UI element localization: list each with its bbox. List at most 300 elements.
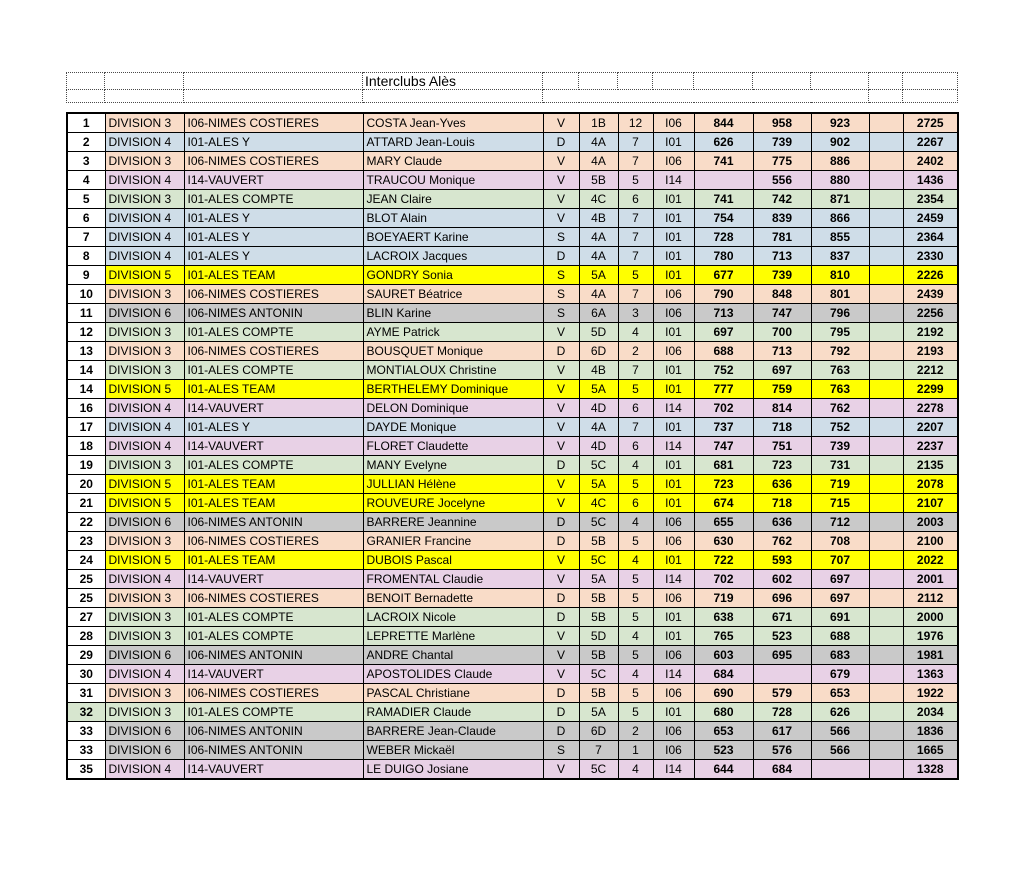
cell-club-code[interactable]: I06 — [653, 513, 694, 532]
cell-rank[interactable]: 10 — [67, 285, 105, 304]
cell-total[interactable]: 1976 — [903, 627, 958, 646]
cell-count[interactable]: 7 — [618, 418, 653, 437]
cell-letter[interactable]: V — [543, 399, 579, 418]
cell-count[interactable]: 7 — [618, 133, 653, 152]
cell-gap[interactable] — [869, 456, 903, 475]
cell-score-3[interactable]: 679 — [811, 665, 869, 684]
cell-name[interactable]: DAYDE Monique — [363, 418, 543, 437]
cell-score-1[interactable]: 702 — [694, 570, 753, 589]
cell-count[interactable]: 4 — [618, 551, 653, 570]
cell-rank[interactable]: 32 — [67, 703, 105, 722]
cell-category[interactable]: 5C — [579, 551, 618, 570]
cell-division[interactable]: DIVISION 4 — [105, 133, 184, 152]
cell-total[interactable]: 2439 — [903, 285, 958, 304]
cell-gap[interactable] — [869, 418, 903, 437]
cell-score-2[interactable]: 593 — [753, 551, 811, 570]
cell-count[interactable]: 4 — [618, 665, 653, 684]
cell-division[interactable]: DIVISION 3 — [105, 342, 184, 361]
cell-category[interactable]: 4C — [579, 494, 618, 513]
cell-club-code[interactable]: I01 — [653, 494, 694, 513]
cell-total[interactable]: 2107 — [903, 494, 958, 513]
cell-rank[interactable]: 25 — [67, 589, 105, 608]
cell-club-code[interactable]: I01 — [653, 418, 694, 437]
cell-rank[interactable]: 11 — [67, 304, 105, 323]
cell-score-1[interactable]: 697 — [694, 323, 753, 342]
cell-score-1[interactable]: 680 — [694, 703, 753, 722]
cell-rank[interactable]: 27 — [67, 608, 105, 627]
cell-score-1[interactable]: 702 — [694, 399, 753, 418]
cell-letter[interactable]: V — [543, 494, 579, 513]
cell-rank[interactable]: 13 — [67, 342, 105, 361]
cell-club-code[interactable]: I01 — [653, 361, 694, 380]
cell-gap[interactable] — [869, 228, 903, 247]
empty-cell[interactable] — [105, 90, 184, 103]
cell-division[interactable]: DIVISION 4 — [105, 570, 184, 589]
cell-total[interactable]: 2001 — [903, 570, 958, 589]
empty-cell[interactable] — [105, 73, 184, 90]
cell-club[interactable]: I14-VAUVERT — [184, 437, 363, 456]
cell-rank[interactable]: 17 — [67, 418, 105, 437]
cell-division[interactable]: DIVISION 3 — [105, 532, 184, 551]
cell-letter[interactable]: D — [543, 133, 579, 152]
cell-rank[interactable]: 28 — [67, 627, 105, 646]
cell-name[interactable]: SAURET Béatrice — [363, 285, 543, 304]
cell-category[interactable]: 5A — [579, 475, 618, 494]
cell-score-3[interactable]: 697 — [811, 570, 869, 589]
cell-category[interactable]: 5D — [579, 627, 618, 646]
cell-category[interactable]: 5A — [579, 266, 618, 285]
cell-gap[interactable] — [869, 380, 903, 399]
cell-score-1[interactable]: 741 — [694, 152, 753, 171]
cell-letter[interactable]: V — [543, 152, 579, 171]
cell-club[interactable]: I06-NIMES COSTIERES — [184, 285, 363, 304]
cell-gap[interactable] — [869, 399, 903, 418]
cell-rank[interactable]: 18 — [67, 437, 105, 456]
cell-gap[interactable] — [869, 323, 903, 342]
cell-rank[interactable]: 25 — [67, 570, 105, 589]
cell-total[interactable]: 2003 — [903, 513, 958, 532]
cell-gap[interactable] — [869, 342, 903, 361]
cell-name[interactable]: RAMADIER Claude — [363, 703, 543, 722]
cell-score-1[interactable]: 603 — [694, 646, 753, 665]
cell-name[interactable]: GRANIER Francine — [363, 532, 543, 551]
cell-club[interactable]: I01-ALES TEAM — [184, 494, 363, 513]
cell-total[interactable]: 2226 — [903, 266, 958, 285]
cell-division[interactable]: DIVISION 5 — [105, 380, 184, 399]
cell-club[interactable]: I01-ALES TEAM — [184, 266, 363, 285]
cell-score-2[interactable]: 556 — [753, 171, 811, 190]
cell-gap[interactable] — [869, 760, 903, 780]
cell-club-code[interactable]: I01 — [653, 608, 694, 627]
cell-gap[interactable] — [869, 665, 903, 684]
cell-club[interactable]: I01-ALES COMPTE — [184, 627, 363, 646]
cell-name[interactable]: BLOT Alain — [363, 209, 543, 228]
cell-letter[interactable]: V — [543, 113, 579, 133]
cell-score-3[interactable] — [811, 760, 869, 780]
cell-score-1[interactable]: 713 — [694, 304, 753, 323]
cell-gap[interactable] — [869, 266, 903, 285]
cell-count[interactable]: 5 — [618, 608, 653, 627]
cell-total[interactable]: 2267 — [903, 133, 958, 152]
cell-count[interactable]: 5 — [618, 646, 653, 665]
cell-total[interactable]: 2402 — [903, 152, 958, 171]
cell-letter[interactable]: V — [543, 570, 579, 589]
cell-club-code[interactable]: I14 — [653, 399, 694, 418]
cell-club-code[interactable]: I01 — [653, 475, 694, 494]
sheet-title-cell[interactable]: Interclubs Alès — [363, 73, 543, 90]
cell-score-1[interactable]: 674 — [694, 494, 753, 513]
cell-rank[interactable]: 7 — [67, 228, 105, 247]
cell-count[interactable]: 7 — [618, 228, 653, 247]
cell-club-code[interactable]: I01 — [653, 627, 694, 646]
cell-score-3[interactable]: 566 — [811, 741, 869, 760]
cell-score-2[interactable]: 718 — [753, 418, 811, 437]
cell-club-code[interactable]: I06 — [653, 741, 694, 760]
cell-total[interactable]: 2330 — [903, 247, 958, 266]
cell-division[interactable]: DIVISION 4 — [105, 437, 184, 456]
cell-gap[interactable] — [869, 589, 903, 608]
cell-score-2[interactable]: 739 — [753, 133, 811, 152]
cell-count[interactable]: 5 — [618, 532, 653, 551]
cell-club-code[interactable]: I01 — [653, 266, 694, 285]
cell-total[interactable]: 2112 — [903, 589, 958, 608]
cell-name[interactable]: FLORET Claudette — [363, 437, 543, 456]
cell-club-code[interactable]: I01 — [653, 380, 694, 399]
cell-score-2[interactable]: 602 — [753, 570, 811, 589]
cell-letter[interactable]: S — [543, 228, 579, 247]
cell-count[interactable]: 4 — [618, 627, 653, 646]
cell-letter[interactable]: D — [543, 247, 579, 266]
cell-score-3[interactable]: 719 — [811, 475, 869, 494]
cell-category[interactable]: 4A — [579, 133, 618, 152]
cell-letter[interactable]: V — [543, 171, 579, 190]
cell-total[interactable]: 2725 — [903, 113, 958, 133]
cell-division[interactable]: DIVISION 4 — [105, 665, 184, 684]
cell-score-2[interactable]: 636 — [753, 475, 811, 494]
cell-club-code[interactable]: I01 — [653, 703, 694, 722]
cell-club[interactable]: I01-ALES COMPTE — [184, 361, 363, 380]
cell-score-3[interactable]: 902 — [811, 133, 869, 152]
empty-cell[interactable] — [694, 73, 753, 90]
cell-division[interactable]: DIVISION 3 — [105, 152, 184, 171]
cell-gap[interactable] — [869, 722, 903, 741]
cell-club[interactable]: I01-ALES COMPTE — [184, 703, 363, 722]
cell-count[interactable]: 3 — [618, 304, 653, 323]
empty-cell[interactable] — [67, 73, 105, 90]
empty-cell[interactable] — [869, 90, 903, 103]
cell-count[interactable]: 1 — [618, 741, 653, 760]
cell-count[interactable]: 5 — [618, 570, 653, 589]
cell-name[interactable]: FROMENTAL Claudie — [363, 570, 543, 589]
cell-total[interactable]: 1328 — [903, 760, 958, 780]
cell-count[interactable]: 5 — [618, 703, 653, 722]
cell-club-code[interactable]: I14 — [653, 171, 694, 190]
cell-score-1[interactable]: 655 — [694, 513, 753, 532]
cell-club-code[interactable]: I06 — [653, 532, 694, 551]
cell-score-2[interactable]: 671 — [753, 608, 811, 627]
cell-letter[interactable]: D — [543, 513, 579, 532]
cell-letter[interactable]: V — [543, 380, 579, 399]
cell-letter[interactable]: V — [543, 665, 579, 684]
cell-total[interactable]: 2207 — [903, 418, 958, 437]
cell-category[interactable]: 4A — [579, 418, 618, 437]
cell-score-1[interactable]: 723 — [694, 475, 753, 494]
cell-name[interactable]: BOUSQUET Monique — [363, 342, 543, 361]
cell-name[interactable]: BERTHELEMY Dominique — [363, 380, 543, 399]
cell-name[interactable]: BARRERE Jeannine — [363, 513, 543, 532]
cell-count[interactable]: 7 — [618, 247, 653, 266]
cell-category[interactable]: 6D — [579, 722, 618, 741]
cell-name[interactable]: LACROIX Jacques — [363, 247, 543, 266]
cell-score-1[interactable]: 777 — [694, 380, 753, 399]
cell-score-1[interactable]: 741 — [694, 190, 753, 209]
cell-rank[interactable]: 30 — [67, 665, 105, 684]
empty-cell[interactable] — [618, 73, 653, 90]
cell-name[interactable]: JEAN Claire — [363, 190, 543, 209]
cell-category[interactable]: 5A — [579, 380, 618, 399]
cell-category[interactable]: 5A — [579, 703, 618, 722]
cell-gap[interactable] — [869, 741, 903, 760]
cell-score-3[interactable]: 626 — [811, 703, 869, 722]
cell-club[interactable]: I01-ALES COMPTE — [184, 608, 363, 627]
cell-club[interactable]: I14-VAUVERT — [184, 171, 363, 190]
cell-count[interactable]: 6 — [618, 494, 653, 513]
cell-club[interactable]: I06-NIMES ANTONIN — [184, 304, 363, 323]
cell-rank[interactable]: 4 — [67, 171, 105, 190]
cell-club-code[interactable]: I06 — [653, 342, 694, 361]
cell-total[interactable]: 1363 — [903, 665, 958, 684]
cell-name[interactable]: DUBOIS Pascal — [363, 551, 543, 570]
cell-score-3[interactable]: 697 — [811, 589, 869, 608]
cell-score-1[interactable] — [694, 171, 753, 190]
cell-rank[interactable]: 9 — [67, 266, 105, 285]
cell-club-code[interactable]: I06 — [653, 684, 694, 703]
cell-gap[interactable] — [869, 247, 903, 266]
cell-total[interactable]: 2000 — [903, 608, 958, 627]
cell-letter[interactable]: V — [543, 437, 579, 456]
cell-name[interactable]: MONTIALOUX Christine — [363, 361, 543, 380]
cell-rank[interactable]: 3 — [67, 152, 105, 171]
cell-count[interactable]: 6 — [618, 399, 653, 418]
cell-score-1[interactable]: 790 — [694, 285, 753, 304]
cell-score-1[interactable]: 754 — [694, 209, 753, 228]
cell-letter[interactable]: D — [543, 608, 579, 627]
empty-cell[interactable] — [903, 90, 958, 103]
cell-score-1[interactable]: 728 — [694, 228, 753, 247]
cell-gap[interactable] — [869, 684, 903, 703]
cell-score-2[interactable]: 747 — [753, 304, 811, 323]
cell-division[interactable]: DIVISION 5 — [105, 266, 184, 285]
cell-count[interactable]: 7 — [618, 285, 653, 304]
cell-club[interactable]: I06-NIMES COSTIERES — [184, 113, 363, 133]
cell-gap[interactable] — [869, 152, 903, 171]
cell-total[interactable]: 2278 — [903, 399, 958, 418]
cell-division[interactable]: DIVISION 6 — [105, 646, 184, 665]
cell-total[interactable]: 2459 — [903, 209, 958, 228]
cell-total[interactable]: 1436 — [903, 171, 958, 190]
cell-score-2[interactable]: 697 — [753, 361, 811, 380]
cell-score-1[interactable]: 719 — [694, 589, 753, 608]
cell-gap[interactable] — [869, 494, 903, 513]
cell-club[interactable]: I14-VAUVERT — [184, 665, 363, 684]
cell-name[interactable]: MARY Claude — [363, 152, 543, 171]
cell-rank[interactable]: 8 — [67, 247, 105, 266]
cell-score-2[interactable]: 742 — [753, 190, 811, 209]
empty-cell[interactable] — [811, 73, 869, 90]
cell-club-code[interactable]: I14 — [653, 665, 694, 684]
cell-division[interactable]: DIVISION 4 — [105, 209, 184, 228]
cell-letter[interactable]: V — [543, 475, 579, 494]
cell-score-3[interactable]: 763 — [811, 361, 869, 380]
cell-score-2[interactable]: 576 — [753, 741, 811, 760]
cell-rank[interactable]: 21 — [67, 494, 105, 513]
cell-gap[interactable] — [869, 475, 903, 494]
cell-count[interactable]: 4 — [618, 456, 653, 475]
cell-category[interactable]: 5B — [579, 532, 618, 551]
cell-category[interactable]: 4D — [579, 437, 618, 456]
empty-cell[interactable] — [184, 90, 363, 103]
cell-category[interactable]: 5A — [579, 570, 618, 589]
cell-name[interactable]: ATTARD Jean-Louis — [363, 133, 543, 152]
cell-total[interactable]: 2256 — [903, 304, 958, 323]
cell-club[interactable]: I01-ALES TEAM — [184, 475, 363, 494]
cell-name[interactable]: MANY Evelyne — [363, 456, 543, 475]
cell-score-3[interactable]: 855 — [811, 228, 869, 247]
cell-score-2[interactable]: 636 — [753, 513, 811, 532]
cell-count[interactable]: 5 — [618, 380, 653, 399]
cell-count[interactable]: 12 — [618, 113, 653, 133]
cell-rank[interactable]: 19 — [67, 456, 105, 475]
cell-rank[interactable]: 14 — [67, 361, 105, 380]
cell-letter[interactable]: S — [543, 304, 579, 323]
cell-rank[interactable]: 23 — [67, 532, 105, 551]
cell-rank[interactable]: 33 — [67, 741, 105, 760]
cell-club-code[interactable]: I06 — [653, 646, 694, 665]
cell-division[interactable]: DIVISION 4 — [105, 760, 184, 780]
cell-score-2[interactable]: 523 — [753, 627, 811, 646]
cell-club[interactable]: I01-ALES TEAM — [184, 380, 363, 399]
cell-club[interactable]: I01-ALES Y — [184, 133, 363, 152]
cell-total[interactable]: 2354 — [903, 190, 958, 209]
cell-division[interactable]: DIVISION 3 — [105, 456, 184, 475]
empty-cell[interactable] — [753, 73, 811, 90]
cell-division[interactable]: DIVISION 6 — [105, 722, 184, 741]
cell-rank[interactable]: 22 — [67, 513, 105, 532]
cell-gap[interactable] — [869, 190, 903, 209]
cell-division[interactable]: DIVISION 3 — [105, 285, 184, 304]
cell-count[interactable]: 7 — [618, 361, 653, 380]
cell-letter[interactable]: D — [543, 589, 579, 608]
cell-gap[interactable] — [869, 171, 903, 190]
cell-category[interactable]: 5C — [579, 665, 618, 684]
cell-category[interactable]: 5B — [579, 684, 618, 703]
cell-total[interactable]: 2034 — [903, 703, 958, 722]
cell-count[interactable]: 5 — [618, 684, 653, 703]
cell-rank[interactable]: 14 — [67, 380, 105, 399]
cell-count[interactable]: 5 — [618, 475, 653, 494]
cell-club[interactable]: I01-ALES TEAM — [184, 551, 363, 570]
cell-count[interactable]: 4 — [618, 513, 653, 532]
cell-gap[interactable] — [869, 361, 903, 380]
cell-gap[interactable] — [869, 437, 903, 456]
cell-score-2[interactable]: 839 — [753, 209, 811, 228]
cell-rank[interactable]: 6 — [67, 209, 105, 228]
empty-cell[interactable] — [543, 73, 579, 90]
cell-total[interactable]: 1981 — [903, 646, 958, 665]
cell-score-3[interactable]: 653 — [811, 684, 869, 703]
cell-letter[interactable]: D — [543, 456, 579, 475]
cell-club[interactable]: I01-ALES Y — [184, 247, 363, 266]
cell-category[interactable]: 6D — [579, 342, 618, 361]
cell-category[interactable]: 4B — [579, 361, 618, 380]
cell-score-2[interactable]: 781 — [753, 228, 811, 247]
cell-category[interactable]: 5B — [579, 171, 618, 190]
cell-score-2[interactable]: 695 — [753, 646, 811, 665]
cell-rank[interactable]: 16 — [67, 399, 105, 418]
cell-name[interactable]: PASCAL Christiane — [363, 684, 543, 703]
cell-total[interactable]: 1836 — [903, 722, 958, 741]
cell-name[interactable]: COSTA Jean-Yves — [363, 113, 543, 133]
cell-division[interactable]: DIVISION 4 — [105, 399, 184, 418]
cell-club[interactable]: I06-NIMES COSTIERES — [184, 589, 363, 608]
cell-total[interactable]: 2193 — [903, 342, 958, 361]
cell-score-1[interactable]: 688 — [694, 342, 753, 361]
cell-score-2[interactable]: 579 — [753, 684, 811, 703]
cell-score-3[interactable]: 683 — [811, 646, 869, 665]
cell-division[interactable]: DIVISION 6 — [105, 741, 184, 760]
cell-score-1[interactable]: 653 — [694, 722, 753, 741]
cell-club-code[interactable]: I14 — [653, 760, 694, 780]
cell-club-code[interactable]: I01 — [653, 228, 694, 247]
cell-club-code[interactable]: I06 — [653, 152, 694, 171]
cell-score-2[interactable]: 958 — [753, 113, 811, 133]
cell-total[interactable]: 2135 — [903, 456, 958, 475]
cell-rank[interactable]: 24 — [67, 551, 105, 570]
cell-gap[interactable] — [869, 113, 903, 133]
cell-division[interactable]: DIVISION 3 — [105, 684, 184, 703]
cell-score-3[interactable]: 707 — [811, 551, 869, 570]
cell-letter[interactable]: V — [543, 323, 579, 342]
cell-score-2[interactable]: 728 — [753, 703, 811, 722]
cell-division[interactable]: DIVISION 3 — [105, 323, 184, 342]
cell-club[interactable]: I06-NIMES COSTIERES — [184, 152, 363, 171]
cell-club-code[interactable]: I01 — [653, 209, 694, 228]
cell-score-1[interactable]: 684 — [694, 665, 753, 684]
cell-total[interactable]: 2192 — [903, 323, 958, 342]
cell-count[interactable]: 4 — [618, 323, 653, 342]
cell-score-3[interactable]: 866 — [811, 209, 869, 228]
cell-score-3[interactable]: 871 — [811, 190, 869, 209]
cell-club[interactable]: I01-ALES COMPTE — [184, 190, 363, 209]
cell-club-code[interactable]: I06 — [653, 285, 694, 304]
cell-division[interactable]: DIVISION 6 — [105, 513, 184, 532]
cell-category[interactable]: 5B — [579, 646, 618, 665]
cell-score-3[interactable]: 715 — [811, 494, 869, 513]
cell-name[interactable]: BLIN Karine — [363, 304, 543, 323]
cell-score-1[interactable]: 780 — [694, 247, 753, 266]
cell-rank[interactable]: 29 — [67, 646, 105, 665]
cell-rank[interactable]: 31 — [67, 684, 105, 703]
cell-score-2[interactable]: 751 — [753, 437, 811, 456]
cell-letter[interactable]: S — [543, 285, 579, 304]
cell-name[interactable]: WEBER Mickaël — [363, 741, 543, 760]
cell-letter[interactable]: V — [543, 190, 579, 209]
cell-name[interactable]: LEPRETTE Marlène — [363, 627, 543, 646]
cell-division[interactable]: DIVISION 3 — [105, 627, 184, 646]
cell-letter[interactable]: V — [543, 646, 579, 665]
cell-score-2[interactable]: 713 — [753, 247, 811, 266]
cell-score-3[interactable]: 762 — [811, 399, 869, 418]
